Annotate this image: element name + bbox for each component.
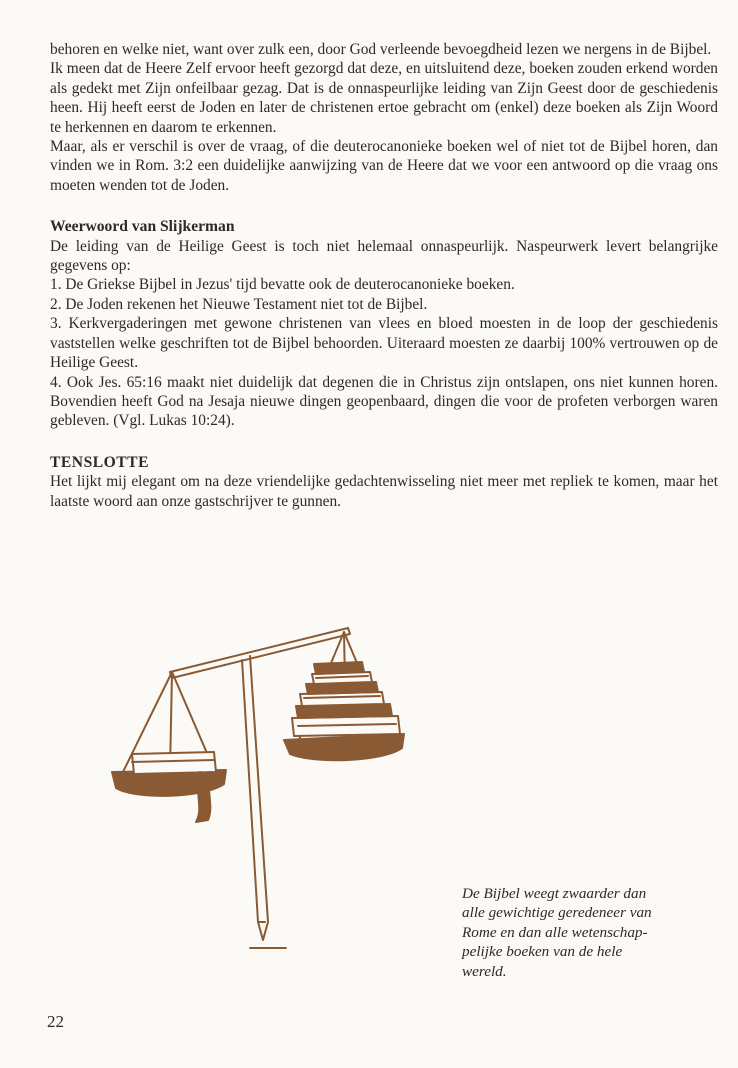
list-item-4: 4. Ook Jes. 65:16 maakt niet duidelijk dat degenen die in Christus zijn ontslapen, ons niet kunnen horen. Bovendien heeft God na Jesaja nieuwe dingen geopenbaard, dingen die voor de profeten verborgen waren gebleven. (Vgl. Lukas 10:24). xyxy=(50,373,718,430)
illustration-caption xyxy=(462,884,718,981)
section2-text: Het lijkt mij elegant om na deze vriendelijke gedachtenwisseling niet meer met repliek te komen, maar het laatste woord aan onze gastschrijver te gunnen. xyxy=(50,473,718,510)
page-number: 22 xyxy=(47,1012,64,1031)
caption-line-3: Rome en dan alle wetenschap- xyxy=(462,923,648,941)
section-heading-weerwoord: Weerwoord van Slijkerman xyxy=(50,218,235,236)
paragraph-3: Maar, als er verschil is over de vraag, of die deuterocanonieke boeken wel of niet tot de Bijbel horen, dan vinden we in Rom. 3:2 een duidelijke aanwijzing van de Heere dat we voor een antwoord op die vraag ons moeten wenden tot de Joden. xyxy=(50,138,718,194)
caption-line-4: pelijke boeken van de hele xyxy=(462,943,623,961)
paragraph-2: Ik meen dat de Heere Zelf ervoor heeft gezorgd dat deze, en uitsluitend deze, boeken zouden erkend worden als gedekt met Zijn onfeilbaar gezag. Dat is de onnaspeurlijke leiding van Zijn Geest door de geschiedenis heen. Hij heeft eerst de Joden en later de christenen ertoe gebracht om (enkel) deze boeken als Zijn Woord te herkennen en daarom te erkennen. xyxy=(50,60,718,136)
paragraph-1: behoren en welke niet, want over zulk een, door God verleende bevoegdheid lezen we nergens in de Bijbel. xyxy=(50,41,712,58)
caption-line-5: wereld. xyxy=(462,962,507,980)
section-heading-tenslotte: TENSLOTTE xyxy=(50,453,149,471)
list-item-2: 2. De Joden rekenen het Nieuwe Testament niet tot de Bijbel. xyxy=(50,295,428,313)
caption-line-1: De Bijbel weegt zwaarder dan xyxy=(462,885,647,902)
body-text xyxy=(50,40,718,511)
list-item-1: 1. De Griekse Bijbel in Jezus' tijd bevatte ook de deuterocanonieke boeken. xyxy=(50,276,515,294)
balance-scale-illustration xyxy=(100,622,420,952)
list-item-3: 3. Kerkvergaderingen met gewone christenen van vlees en bloed moesten in de loop der geschiedenis vaststellen welke geschriften tot de Bijbel behoorden. Uiteraard moesten ze daarbij 100% vertrouwen op de Heilige Geest. xyxy=(50,315,718,372)
section1-intro: De leiding van de Heilige Geest is toch niet helemaal onnaspeurlijk. Naspeurwerk levert belangrijke gegevens op: xyxy=(50,237,718,275)
caption-line-2: alle gewichtige geredeneer van xyxy=(462,904,652,922)
